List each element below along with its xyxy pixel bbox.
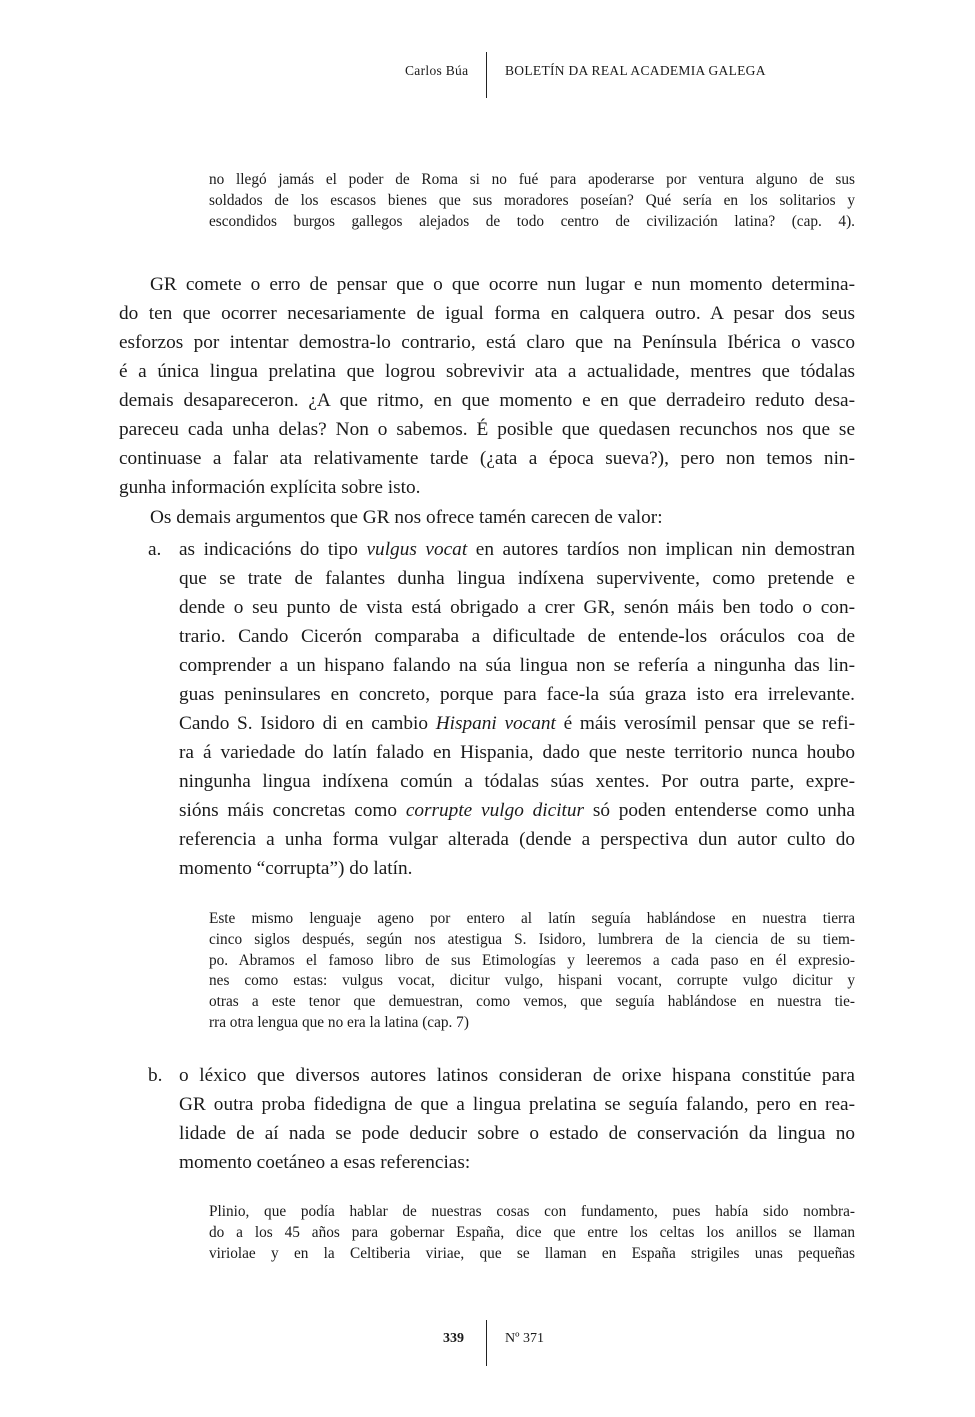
block-quote-1 [209,170,855,232]
text-run: só poden entenderse como unha [584,800,855,821]
page-number: 339 [443,1331,464,1346]
text-run: viriolae y en la Celtiberia viriae, que se llaman en España strigiles unas pequeñas [209,1244,855,1262]
text-line [209,930,855,951]
text-run: as indicacións do tipo [179,539,367,560]
text-run: é a única lingua prelatina que logrou sobrevivir ata a actualidade, mentres que tódalas [119,361,855,382]
text-line [179,622,855,651]
text-line [179,825,855,854]
text-run: momento “corrupta”) do latín. [179,858,413,879]
text-line [209,1013,855,1034]
text-run: momento coetáneo a esas referencias: [179,1152,471,1173]
text-run: sións máis concretas como [179,800,406,821]
block-quote-2 [209,909,855,1034]
italic-term: Hispani vocant [435,713,556,734]
text-run: trario. Cando Cicerón comparaba a dificultade de entende-los oráculos coa de [179,626,855,647]
footer-divider [486,1320,487,1366]
text-run: ningunha lingua indíxena común a tódalas súas xentes. Por outra parte, expre- [179,771,855,792]
paragraph-2 [150,503,855,532]
italic-term: corrupte vulgo dicitur [405,800,585,821]
text-line [209,971,855,992]
text-line [179,709,855,738]
text-line [179,680,855,709]
text-line [179,767,855,796]
text-line [119,444,855,473]
text-line [209,909,855,930]
text-line [179,1061,855,1090]
text-run: rra otra lengua que no era la latina (cap. 7) [209,1013,469,1031]
text-run: do ten que ocorrer necesariamente de igual forma en calquera outro. A pesar dos seus [119,303,855,324]
text-run: escondidos burgos gallegos alejados de todo centro de civilización latina? (cap. 4). [209,212,855,230]
text-line [209,1202,855,1223]
text-line [179,854,855,883]
text-line [179,1148,855,1177]
text-run: comprender a un hispano falando na súa lingua non se refería a ningunha das lin- [179,655,855,676]
text-line [179,796,855,825]
text-run: Plinio, que podía hablar de nuestras cosas con fundamento, pues había sido nombra- [209,1203,855,1220]
text-run: cinco siglos después, según nos atestigua S. Isidoro, lumbrera de la ciencia de su tiem- [209,930,855,948]
text-line [209,191,855,212]
text-line [209,1244,855,1265]
list-item-b [179,1061,855,1177]
text-run: que se trate de falantes dunha lingua indíxena supervivente, como pretende e [179,568,855,589]
text-run: po. Abramos el famoso libro de sus Etimologías y leeremos a cada paso en él expresio- [209,951,855,969]
text-run: en autores tardíos non implican nin demostran [467,539,855,560]
text-run: dende o seu punto de vista está obrigado a crer GR, senón máis ben todo o con- [179,597,855,618]
text-line [179,1090,855,1119]
text-run: esforzos por intentar demostra-lo contrario, está claro que na Península Ibérica o vasco [119,332,855,353]
text-run: guas peninsulares en concreto, porque para face-la súa graza isto era irrelevante. [179,684,855,705]
text-run: Cando S. Isidoro di en cambio [179,713,436,734]
italic-term: vulgus vocat [366,539,468,560]
text-line [179,593,855,622]
text-run: gunha información explícita sobre isto. [119,477,421,498]
text-run: nes como estas: vulgus vocat, dicitur vulgo, hispani vocant, corrupte vulgo dicitur y [209,972,855,990]
text-line [119,473,855,502]
text-line [119,299,855,328]
block-quote-3 [209,1202,855,1264]
text-run: no llegó jamás el poder de Roma si no fué para apoderarse por ventura alguno de sus [209,171,855,188]
text-line [119,328,855,357]
text-line [209,1223,855,1244]
text-run: referencia a unha forma vulgar alterada (dende a perspectiva dun autor culto do [179,829,855,850]
text-run: do a los 45 años para gobernar España, dice que entre los celtas los anillos se llaman [209,1223,855,1241]
text-run: ra á variedade do latín falado en Hispania, dado que neste territorio nunca houbo [179,742,855,763]
list-item-a [179,535,855,883]
text-run: otras a este tenor que demuestran, como vemos, que seguía hablándose en nuestra tie- [209,993,855,1011]
text-run: lidade de aí nada se pode deducir sobre o estado de conservación da lingua no [179,1123,855,1144]
text-run: Os demais argumentos que GR nos ofrece tamén carecen de valor: [150,507,663,528]
list-label-b: b. [148,1065,163,1086]
text-line [209,951,855,972]
text-run: Este mismo lenguaje ageno por entero al latín seguía hablándose en nuestra tierra [209,910,855,927]
text-line [150,503,855,532]
text-run: continuase a falar ata relativamente tarde (¿ata a época sueva?), pero non temos nin- [119,448,855,469]
text-run: é máis verosímil pensar que se refi- [555,713,855,734]
paragraph-1 [119,270,855,502]
text-line [179,535,855,564]
text-line [179,1119,855,1148]
text-run: soldados de los escasos bienes que sus moradores poseían? Qué sería en los solitarios y [209,191,855,209]
text-line [119,270,855,299]
text-line [179,651,855,680]
text-run: GR outra proba fidedigna de que a lingua prelatina se seguía falando, pero en rea- [179,1094,855,1115]
text-run: demais desapareceron. ¿A que ritmo, en que momento e en que derradeiro reduto desa- [119,390,855,411]
header-journal: BOLETÍN DA REAL ACADEMIA GALEGA [505,63,766,78]
text-line [209,992,855,1013]
header-author: Carlos Búa [405,63,469,78]
text-line [119,415,855,444]
text-run: GR comete o erro de pensar que o que ocorre nun lugar e nun momento determina- [150,274,855,295]
text-line [179,564,855,593]
text-run: o léxico que diversos autores latinos consideran de orixe hispana constitúe para [179,1065,855,1086]
issue-number: Nº 371 [505,1331,544,1346]
text-line [119,386,855,415]
text-line [209,212,855,233]
text-run: pareceu cada unha delas? Non o sabemos. É posible que quedasen recunchos nos que se [119,419,855,440]
text-line [209,170,855,191]
list-label-a: a. [148,539,162,560]
header-divider [486,52,487,98]
text-line [179,738,855,767]
text-line [119,357,855,386]
